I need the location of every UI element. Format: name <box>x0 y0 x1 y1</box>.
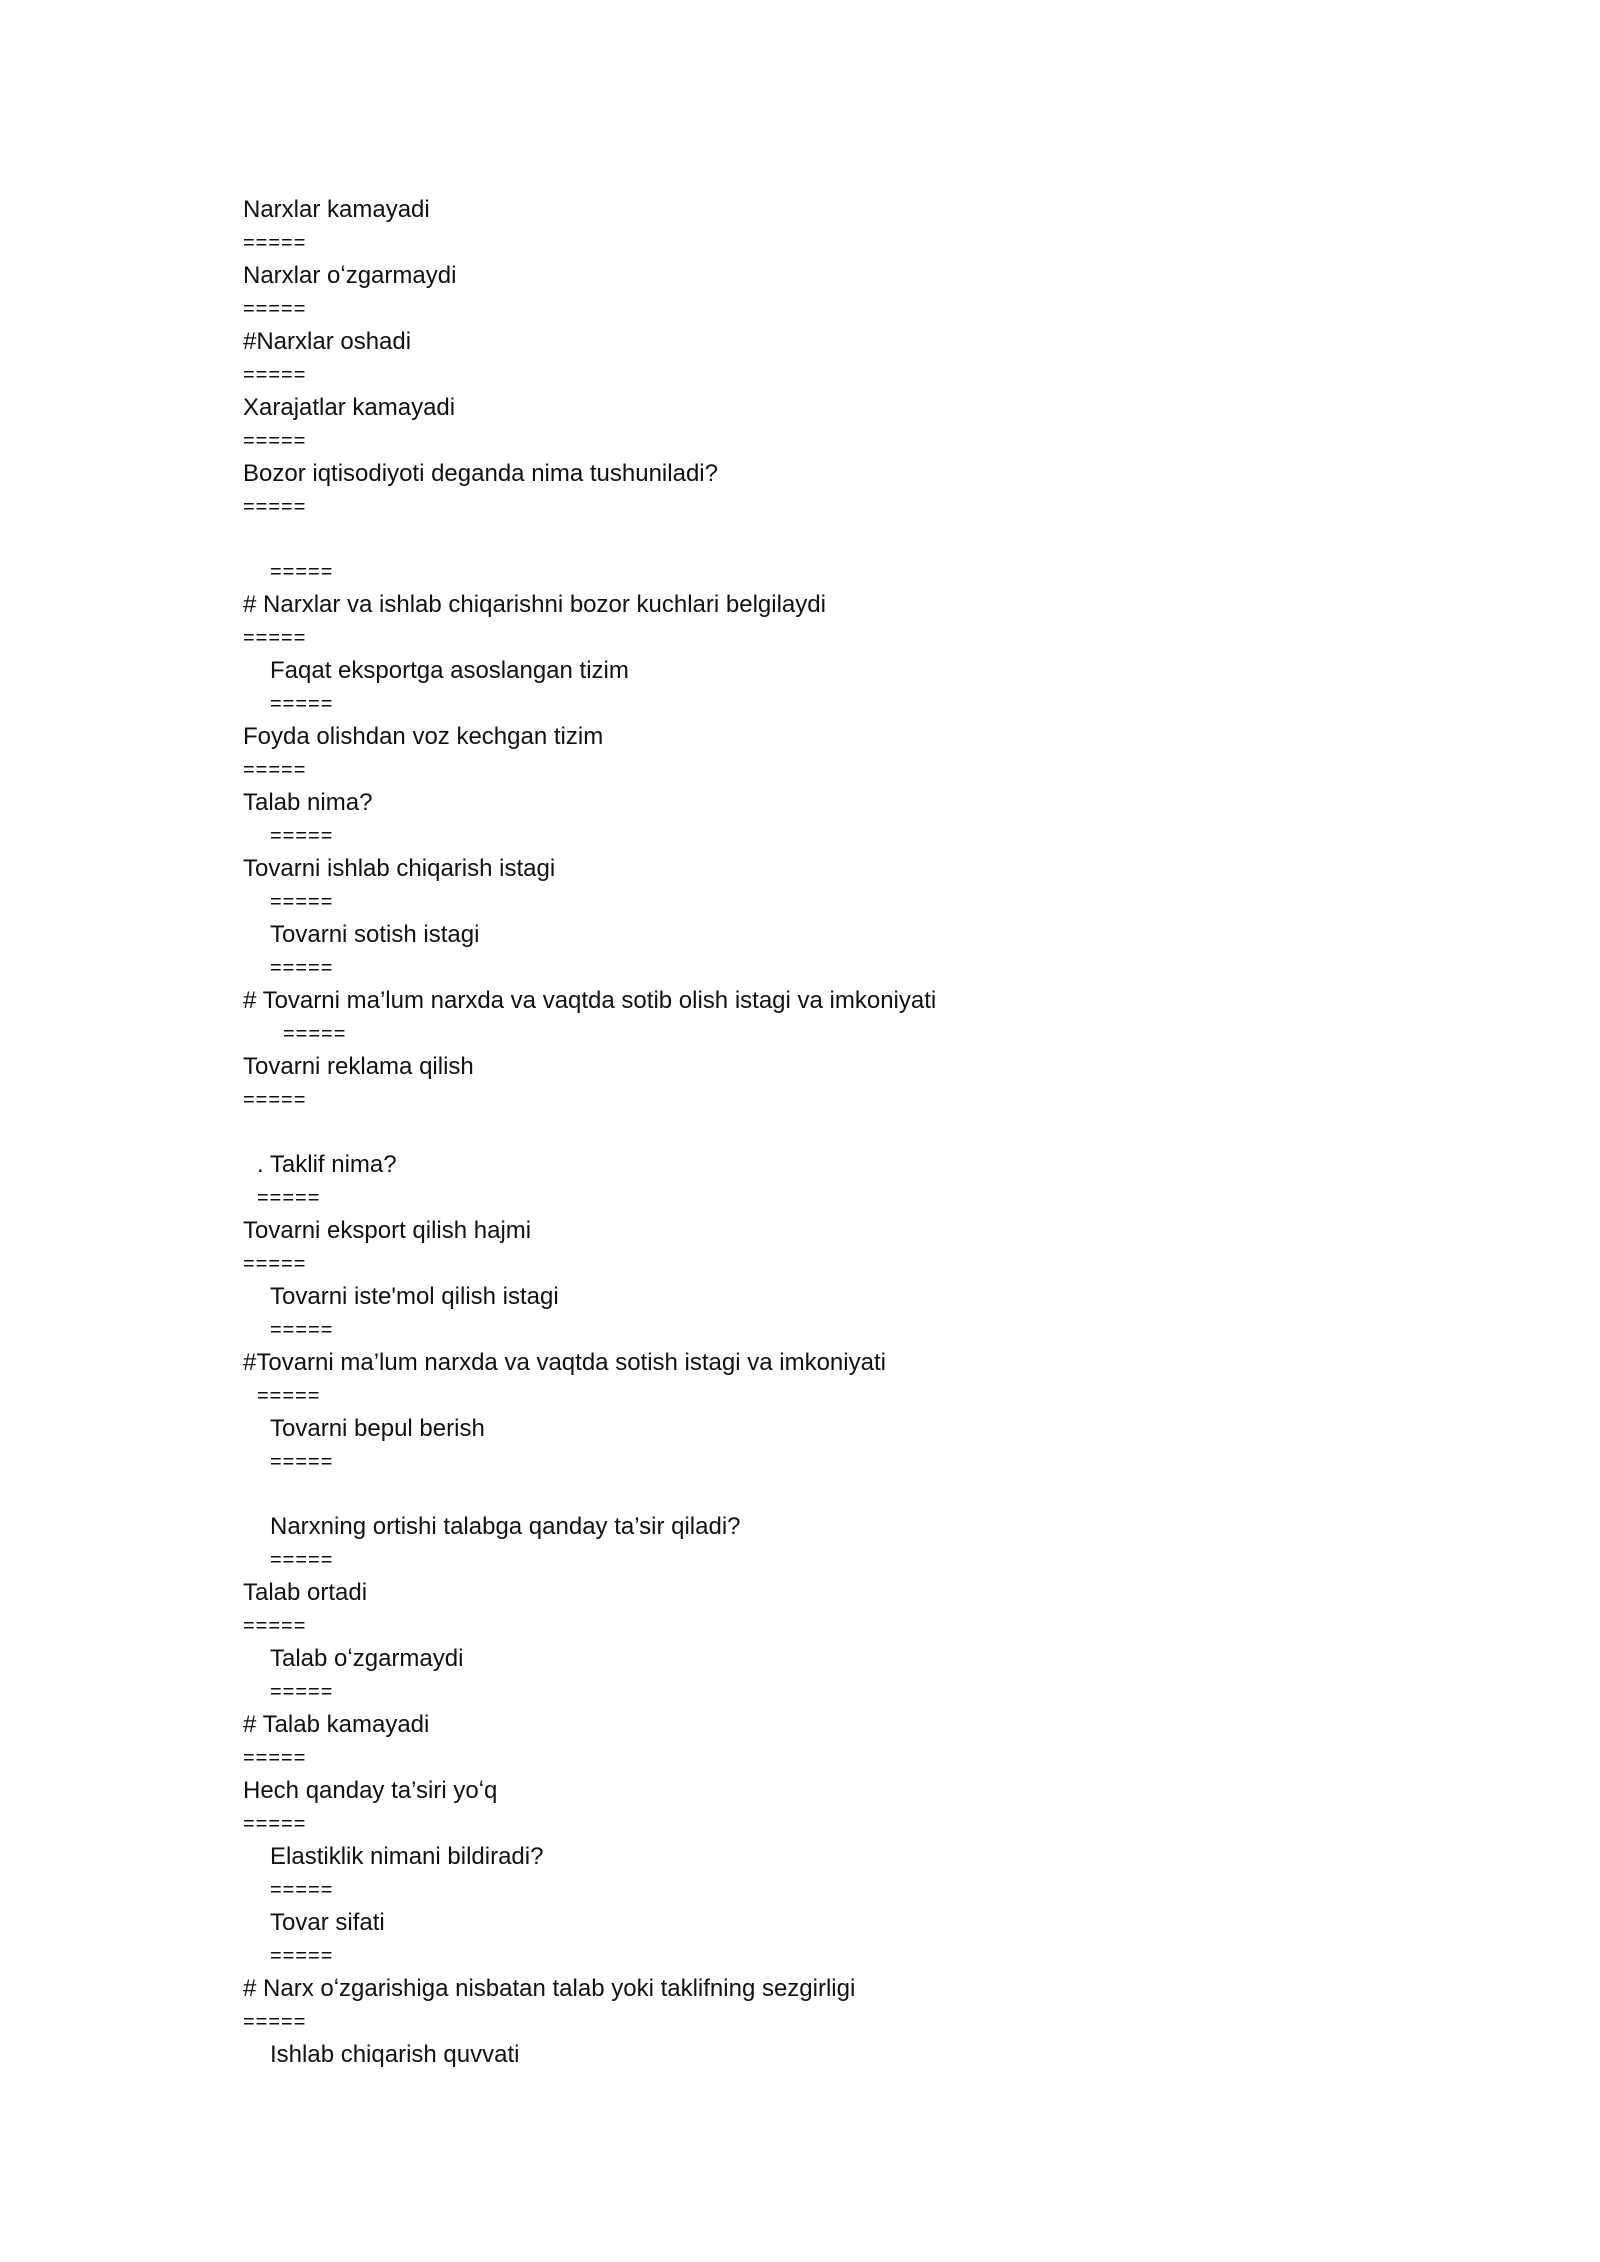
separator-line: ===== <box>243 1615 307 1637</box>
separator-line: ===== <box>270 891 334 913</box>
text-line: Tovar sifati <box>270 1909 385 1936</box>
text-line: Foyda olishdan voz kechgan tizim <box>243 723 604 750</box>
separator-line: ===== <box>243 1089 307 1111</box>
separator-line: ===== <box>270 1451 334 1473</box>
separator-line: ===== <box>283 1023 347 1045</box>
text-line: #Narxlar oshadi <box>243 328 412 355</box>
text-line: Xarajatlar kamayadi <box>243 394 456 421</box>
separator-line: ===== <box>243 1813 307 1835</box>
separator-line: ===== <box>243 298 307 320</box>
separator-line: ===== <box>243 430 307 452</box>
separator-line: ===== <box>270 825 334 847</box>
separator-line: ===== <box>270 1549 334 1571</box>
text-line: Narxlar kamayadi <box>243 196 430 223</box>
separator-line: ===== <box>243 759 307 781</box>
separator-line: ===== <box>270 1879 334 1901</box>
separator-line: ===== <box>243 364 307 386</box>
correct-answer-line: # Narxlar va ishlab chiqarishni bozor kuchlari belgilaydi <box>243 591 826 618</box>
question-line: Narxning ortishi talabga qanday ta’sir qiladi? <box>270 1513 741 1540</box>
text-line: Talab ortadi <box>243 1579 368 1606</box>
separator-line: ===== <box>243 1253 307 1275</box>
text-line: Tovarni eksport qilish hajmi <box>243 1217 532 1244</box>
separator-line: ===== <box>243 2011 307 2033</box>
correct-answer-line: #Tovarni ma’lum narxda va vaqtda sotish istagi va imkoniyati <box>243 1349 886 1376</box>
correct-answer-line: # Tovarni ma’lum narxda va vaqtda sotib olish istagi va imkoniyati <box>243 987 937 1014</box>
separator-line: ===== <box>243 627 307 649</box>
text-line: Tovarni reklama qilish <box>243 1053 474 1080</box>
question-line: . Taklif nima? <box>257 1151 397 1178</box>
text-line: Hech qanday ta’siri yoʻq <box>243 1777 498 1804</box>
text-line: Ishlab chiqarish quvvati <box>270 2041 520 2068</box>
separator-line: ===== <box>257 1187 321 1209</box>
correct-answer-line: # Talab kamayadi <box>243 1711 430 1738</box>
question-line: Bozor iqtisodiyoti deganda nima tushuniladi? <box>243 460 718 487</box>
text-line: Tovarni bepul berish <box>270 1415 485 1442</box>
text-line: Talab oʻzgarmaydi <box>270 1645 464 1672</box>
separator-line: ===== <box>243 232 307 254</box>
separator-line: ===== <box>270 693 334 715</box>
separator-line: ===== <box>270 1319 334 1341</box>
question-line: Talab nima? <box>243 789 373 816</box>
separator-line: ===== <box>270 1681 334 1703</box>
separator-line: ===== <box>243 1747 307 1769</box>
question-line: Elastiklik nimani bildiradi? <box>270 1843 544 1870</box>
text-line: Tovarni sotish istagi <box>270 921 480 948</box>
separator-line: ===== <box>257 1385 321 1407</box>
separator-line: ===== <box>270 957 334 979</box>
separator-line: ===== <box>243 496 307 518</box>
text-line: Tovarni iste'mol qilish istagi <box>270 1283 559 1310</box>
separator-line: ===== <box>270 1945 334 1967</box>
correct-answer-line: # Narx oʻzgarishiga nisbatan talab yoki taklifning sezgirligi <box>243 1975 856 2002</box>
text-line: Narxlar oʻzgarmaydi <box>243 262 457 289</box>
text-line: Faqat eksportga asoslangan tizim <box>270 657 629 684</box>
separator-line: ===== <box>270 561 334 583</box>
text-line: Tovarni ishlab chiqarish istagi <box>243 855 556 882</box>
